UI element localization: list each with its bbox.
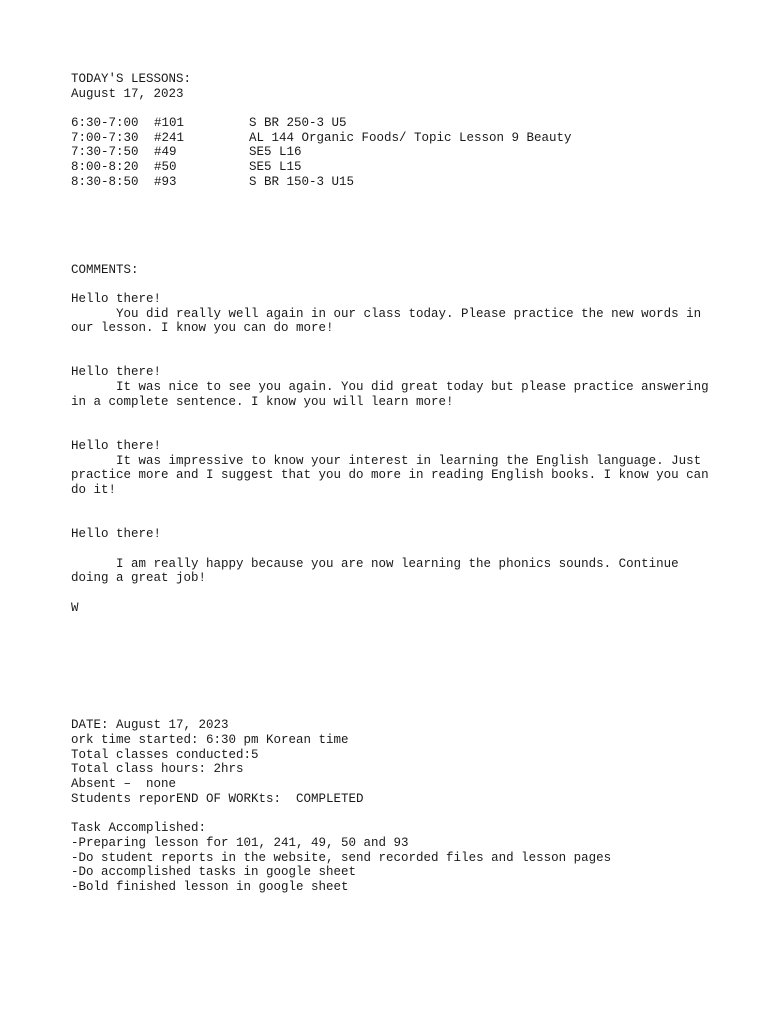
comment-body [71,307,711,336]
comment-block [71,439,711,498]
schedule-description: S BR 150-3 U15 [249,174,355,189]
lessons-date: August 17, 2023 [71,86,184,101]
schedule-time: 8:30-8:50 [71,174,139,189]
comment-block [71,292,711,336]
schedule-number: #241 [154,130,185,145]
document-page [71,72,711,895]
lessons-heading: TODAY'S LESSONS: [71,72,192,86]
report-classes: Total classes conducted:5 [71,747,259,762]
comment-greeting: Hello there! [71,291,162,306]
comment-text: You did really well again in our class today. Please practice the new words in our lesson. I know you can do more! [71,306,702,336]
schedule-number: #93 [154,174,177,189]
report-students: Students reporEND OF WORKts: COMPLETED [71,791,364,806]
comments-heading: COMMENTS: [71,262,139,277]
comment-text: It was impressive to know your interest in learning the English language. Just practice more and I suggest that you do more in reading English books. I know you can do it! [71,453,709,498]
comment-body [71,454,711,498]
schedule-description: SE5 L15 [249,160,302,175]
task-item: -Do student reports in the website, send recorded files and lesson pages [71,850,612,865]
comment-greeting: Hello there! [71,438,162,453]
comment-body [71,380,711,409]
schedule-description: S BR 250-3 U5 [249,116,347,131]
schedule-time: 6:30-7:00 [71,116,139,131]
schedule-row [71,160,711,175]
task-item: -Do accomplished tasks in google sheet [71,865,357,880]
tasks-heading: Task Accomplished: [71,821,207,836]
report-date: DATE: August 17, 2023 [71,718,229,733]
schedule-number: #50 [154,160,177,175]
comment-text: I am really happy because you are now learning the phonics sounds. Continue doing a great job! [71,556,679,586]
schedule-number: #49 [154,145,177,160]
task-item: -Bold finished lesson in google sheet [71,880,349,895]
schedule-row [71,145,711,160]
comment-greeting: Hello there! [71,527,162,542]
task-item: -Preparing lesson for 101, 241, 49, 50 and 93 [71,835,409,850]
schedule-row [71,175,711,190]
report-absent: Absent – none [71,777,177,792]
work-report [71,718,711,806]
report-start-time: ork time started: 6:30 pm Korean time [71,733,349,748]
comment-greeting: Hello there! [71,365,162,380]
schedule-description: SE5 L16 [249,145,302,160]
schedule-row [71,116,711,131]
tasks-section [71,821,711,895]
schedule-row [71,131,711,146]
stray-character: W [71,600,79,615]
comment-block [71,527,711,586]
schedule-time: 7:30-7:50 [71,145,139,160]
schedule-number: #101 [154,116,185,131]
report-hours: Total class hours: 2hrs [71,762,244,777]
comment-body [71,557,711,586]
schedule-time: 7:00-7:30 [71,130,139,145]
comment-block [71,365,711,409]
schedule-time: 8:00-8:20 [71,160,139,175]
lesson-schedule [71,116,711,189]
comment-text: It was nice to see you again. You did great today but please practice answering in a complete sentence. I know you will learn more! [71,380,709,409]
schedule-description: AL 144 Organic Foods/ Topic Lesson 9 Beauty [249,130,572,145]
